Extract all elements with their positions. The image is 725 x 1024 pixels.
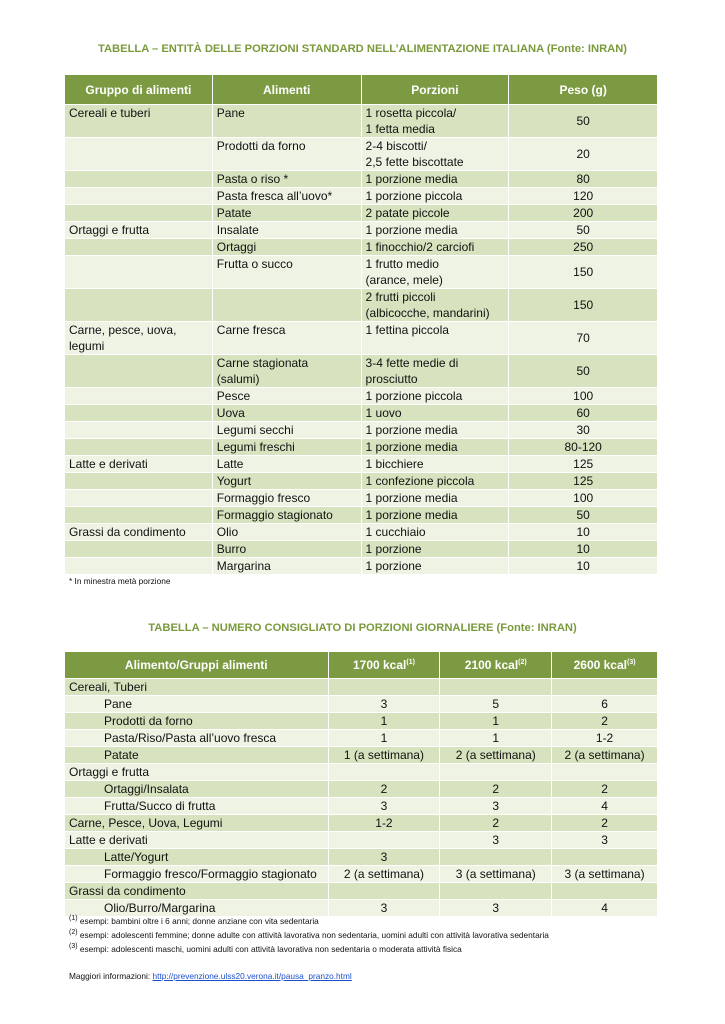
table1-title: TABELLA – ENTITÀ DELLE PORZIONI STANDARD NELL’ALIMENTAZIONE ITALIANA (Fonte: INRAN) — [97, 43, 628, 55]
portion-count-cell — [440, 849, 552, 866]
portion-count-cell: 4 — [552, 798, 658, 815]
portion-count-cell: 1 — [328, 730, 440, 747]
food-cell: Legumi freschi — [212, 439, 361, 456]
weight-cell: 80 — [509, 171, 658, 188]
table-row — [65, 558, 658, 575]
portion-count-cell: 2 (a settimana) — [552, 747, 658, 764]
food-cell: Olio — [212, 524, 361, 541]
weight-cell: 10 — [509, 558, 658, 575]
portion-count-cell: 6 — [552, 696, 658, 713]
footnote-text: esempi: bambini oltre i 6 anni; donne anziane con vita sedentaria — [77, 916, 319, 926]
weight-cell: 150 — [509, 256, 658, 289]
weight-cell: 250 — [509, 239, 658, 256]
portion-cell: 3-4 fette medie di prosciutto — [361, 355, 509, 388]
food-cell: Uova — [212, 405, 361, 422]
column-header — [440, 652, 552, 679]
table-row — [65, 105, 658, 138]
portion-count-cell: 2 — [440, 815, 552, 832]
daily-portions-table — [64, 651, 658, 917]
portion-cell: 1 fettina piccola — [361, 322, 509, 355]
weight-cell: 100 — [509, 490, 658, 507]
portion-cell: 1 porzione media — [361, 422, 509, 439]
group-cell — [65, 507, 213, 524]
column-header-footnote-mark: (1) — [406, 659, 415, 666]
group-cell — [65, 171, 213, 188]
portion-cell: 1 porzione piccola — [361, 388, 509, 405]
group-cell — [65, 473, 213, 490]
food-cell: Frutta o succo — [212, 256, 361, 289]
food-group-cell: Latte/Yogurt — [65, 849, 329, 866]
column-header: Peso (g) — [509, 75, 658, 105]
weight-cell: 50 — [509, 222, 658, 239]
table-row — [65, 490, 658, 507]
group-cell — [65, 239, 213, 256]
food-group-cell: Carne, Pesce, Uova, Legumi — [65, 815, 329, 832]
group-cell: Cereali e tuberi — [65, 105, 213, 138]
portion-cell: 1 porzione media — [361, 171, 509, 188]
weight-cell: 50 — [509, 507, 658, 524]
food-group-cell: Frutta/Succo di frutta — [65, 798, 329, 815]
portion-count-cell: 2 — [552, 781, 658, 798]
table-row — [65, 256, 658, 289]
portion-count-cell: 1 — [440, 713, 552, 730]
table-row — [65, 205, 658, 222]
portion-cell: 1 porzione media — [361, 507, 509, 524]
weight-cell: 50 — [509, 105, 658, 138]
weight-cell: 100 — [509, 388, 658, 405]
portion-count-cell: 1 — [440, 730, 552, 747]
table2-footnote — [69, 930, 549, 940]
portion-count-cell — [328, 764, 440, 781]
food-group-cell: Pane — [65, 696, 329, 713]
group-cell — [65, 138, 213, 171]
portion-cell: 1 frutto medio (arance, mele) — [361, 256, 509, 289]
food-group-cell: Olio/Burro/Margarina — [65, 900, 329, 917]
food-cell: Margarina — [212, 558, 361, 575]
column-header: Alimenti — [212, 75, 361, 105]
table-row — [65, 473, 658, 490]
footnote-text: esempi: adolescenti femmine; donne adulte con attività lavorativa non sedentaria, uomini adulti con attività lavorativa sedentaria — [77, 930, 549, 940]
footnote-mark: (2) — [69, 929, 78, 937]
food-group-cell: Formaggio fresco/Formaggio stagionato — [65, 866, 329, 883]
portion-count-cell: 3 — [440, 900, 552, 917]
group-cell — [65, 439, 213, 456]
food-cell: Pasta o riso * — [212, 171, 361, 188]
food-cell: Latte — [212, 456, 361, 473]
column-header-label: 2100 kcal — [464, 658, 519, 672]
group-cell: Carne, pesce, uova, legumi — [65, 322, 213, 355]
portion-count-cell: 1-2 — [328, 815, 440, 832]
portion-cell: 1 porzione media — [361, 222, 509, 239]
table-row — [65, 541, 658, 558]
portion-count-cell: 3 — [328, 849, 440, 866]
table-row — [65, 355, 658, 388]
portion-count-cell: 2 — [328, 781, 440, 798]
group-cell — [65, 205, 213, 222]
portion-count-cell: 2 — [440, 781, 552, 798]
table-row — [65, 900, 658, 917]
group-cell — [65, 422, 213, 439]
group-cell — [65, 188, 213, 205]
portion-count-cell: 2 (a settimana) — [328, 866, 440, 883]
group-cell — [65, 558, 213, 575]
table-row — [65, 322, 658, 355]
food-group-cell: Grassi da condimento — [65, 883, 329, 900]
portion-count-cell: 2 — [552, 815, 658, 832]
table2-footnote — [69, 944, 462, 954]
column-header-label: Alimento/Gruppi alimenti — [124, 658, 268, 672]
more-info — [69, 971, 352, 981]
table-row — [65, 422, 658, 439]
food-cell: Carne stagionata (salumi) — [212, 355, 361, 388]
portion-count-cell — [552, 849, 658, 866]
table-row — [65, 171, 658, 188]
weight-cell: 125 — [509, 456, 658, 473]
table-row — [65, 439, 658, 456]
standard-portions-table — [64, 74, 658, 575]
column-header-footnote-mark: (2) — [518, 659, 527, 666]
food-group-cell: Ortaggi/Insalata — [65, 781, 329, 798]
group-cell: Latte e derivati — [65, 456, 213, 473]
food-group-cell: Patate — [65, 747, 329, 764]
group-cell — [65, 355, 213, 388]
column-header-label: 2600 kcal — [573, 658, 627, 672]
table-row — [65, 883, 658, 900]
portion-count-cell: 3 — [440, 798, 552, 815]
weight-cell: 120 — [509, 188, 658, 205]
food-group-cell: Cereali, Tuberi — [65, 679, 329, 696]
table-row — [65, 388, 658, 405]
table-row — [65, 679, 658, 696]
footnote-mark: (1) — [69, 915, 78, 923]
column-header — [552, 652, 658, 679]
food-cell: Ortaggi — [212, 239, 361, 256]
table-row — [65, 815, 658, 832]
group-cell — [65, 388, 213, 405]
group-cell: Grassi da condimento — [65, 524, 213, 541]
table-row — [65, 524, 658, 541]
more-info-link[interactable]: http://prevenzione.ulss20.verona.it/pausa_pranzo.html — [152, 971, 352, 981]
table-row — [65, 696, 658, 713]
table-row — [65, 764, 658, 781]
weight-cell: 80-120 — [509, 439, 658, 456]
group-cell: Ortaggi e frutta — [65, 222, 213, 239]
portion-cell: 2 patate piccole — [361, 205, 509, 222]
food-cell: Carne fresca — [212, 322, 361, 355]
table-row — [65, 798, 658, 815]
group-cell — [65, 490, 213, 507]
weight-cell: 70 — [509, 322, 658, 355]
portion-cell: 1 bicchiere — [361, 456, 509, 473]
table-row — [65, 289, 658, 322]
table-row — [65, 713, 658, 730]
portion-cell: 1 finocchio/2 carciofi — [361, 239, 509, 256]
column-header-footnote-mark: (3) — [626, 659, 636, 666]
portion-count-cell: 3 — [328, 900, 440, 917]
table-row — [65, 832, 658, 849]
column-header — [65, 652, 329, 679]
table-row — [65, 138, 658, 171]
weight-cell: 10 — [509, 524, 658, 541]
food-cell: Legumi secchi — [212, 422, 361, 439]
portion-count-cell — [552, 679, 658, 696]
footnote-mark: (3) — [69, 943, 78, 951]
weight-cell: 60 — [509, 405, 658, 422]
more-info-label: Maggiori informazioni: — [69, 971, 153, 981]
table-row — [65, 456, 658, 473]
table-row — [65, 507, 658, 524]
food-cell: Insalate — [212, 222, 361, 239]
portion-cell: 1 porzione — [361, 541, 509, 558]
food-cell: Pasta fresca all’uovo* — [212, 188, 361, 205]
food-group-cell: Prodotti da forno — [65, 713, 329, 730]
portion-count-cell: 5 — [440, 696, 552, 713]
weight-cell: 10 — [509, 541, 658, 558]
portion-count-cell: 4 — [552, 900, 658, 917]
column-header: Porzioni — [361, 75, 509, 105]
portion-count-cell — [440, 883, 552, 900]
portion-count-cell: 3 — [440, 832, 552, 849]
column-header-label: 1700 kcal — [352, 658, 407, 672]
food-cell: Yogurt — [212, 473, 361, 490]
food-group-cell: Latte e derivati — [65, 832, 329, 849]
portion-cell: 1 porzione media — [361, 439, 509, 456]
table-row — [65, 730, 658, 747]
weight-cell: 150 — [509, 289, 658, 322]
portion-count-cell — [328, 883, 440, 900]
portion-count-cell: 1 — [328, 713, 440, 730]
food-cell — [212, 289, 361, 322]
table-row — [65, 222, 658, 239]
portion-count-cell — [552, 764, 658, 781]
footnote-text: esempi: adolescenti maschi, uomini adulti con attività lavorativa non sedentaria o moderata attività fisica — [77, 944, 462, 954]
portion-cell: 1 cucchiaio — [361, 524, 509, 541]
portion-cell: 1 confezione piccola — [361, 473, 509, 490]
table-row — [65, 188, 658, 205]
weight-cell: 20 — [509, 138, 658, 171]
group-cell — [65, 256, 213, 289]
portion-count-cell — [440, 764, 552, 781]
table-row — [65, 866, 658, 883]
portion-count-cell — [552, 883, 658, 900]
table1-footnote: * In minestra metà porzione — [69, 576, 171, 586]
group-cell — [65, 289, 213, 322]
portion-cell: 1 rosetta piccola/ 1 fetta media — [361, 105, 509, 138]
column-header: Gruppo di alimenti — [65, 75, 213, 105]
food-cell: Prodotti da forno — [212, 138, 361, 171]
food-group-cell: Ortaggi e frutta — [65, 764, 329, 781]
portion-count-cell — [328, 679, 440, 696]
table-row — [65, 405, 658, 422]
portion-count-cell: 3 (a settimana) — [552, 866, 658, 883]
portion-cell: 1 porzione piccola — [361, 188, 509, 205]
table-row — [65, 747, 658, 764]
portion-cell: 2-4 biscotti/ 2,5 fette biscottate — [361, 138, 509, 171]
group-cell — [65, 541, 213, 558]
table2-footnote — [69, 916, 319, 926]
weight-cell: 125 — [509, 473, 658, 490]
portion-count-cell: 3 (a settimana) — [440, 866, 552, 883]
portion-count-cell: 3 — [328, 798, 440, 815]
table2-header-row — [65, 652, 658, 679]
portion-cell: 1 porzione — [361, 558, 509, 575]
portion-count-cell: 2 — [552, 713, 658, 730]
food-cell: Burro — [212, 541, 361, 558]
weight-cell: 30 — [509, 422, 658, 439]
food-cell: Patate — [212, 205, 361, 222]
weight-cell: 200 — [509, 205, 658, 222]
portion-cell: 1 uovo — [361, 405, 509, 422]
portion-count-cell: 3 — [328, 696, 440, 713]
food-group-cell: Pasta/Riso/Pasta all’uovo fresca — [65, 730, 329, 747]
portion-count-cell: 1-2 — [552, 730, 658, 747]
food-cell: Formaggio stagionato — [212, 507, 361, 524]
portion-count-cell — [440, 679, 552, 696]
table1-header-row — [65, 75, 658, 105]
table-row — [65, 239, 658, 256]
table2-title: TABELLA – NUMERO CONSIGLIATO DI PORZIONI GIORNALIERE (Fonte: INRAN) — [148, 622, 577, 634]
column-header — [328, 652, 440, 679]
table-row — [65, 781, 658, 798]
portion-count-cell: 1 (a settimana) — [328, 747, 440, 764]
table-row — [65, 849, 658, 866]
portion-cell: 2 frutti piccoli (albicocche, mandarini) — [361, 289, 509, 322]
portion-cell: 1 porzione media — [361, 490, 509, 507]
portion-count-cell — [328, 832, 440, 849]
group-cell — [65, 405, 213, 422]
portion-count-cell: 3 — [552, 832, 658, 849]
portion-count-cell: 2 (a settimana) — [440, 747, 552, 764]
weight-cell: 50 — [509, 355, 658, 388]
food-cell: Pane — [212, 105, 361, 138]
food-cell: Pesce — [212, 388, 361, 405]
food-cell: Formaggio fresco — [212, 490, 361, 507]
